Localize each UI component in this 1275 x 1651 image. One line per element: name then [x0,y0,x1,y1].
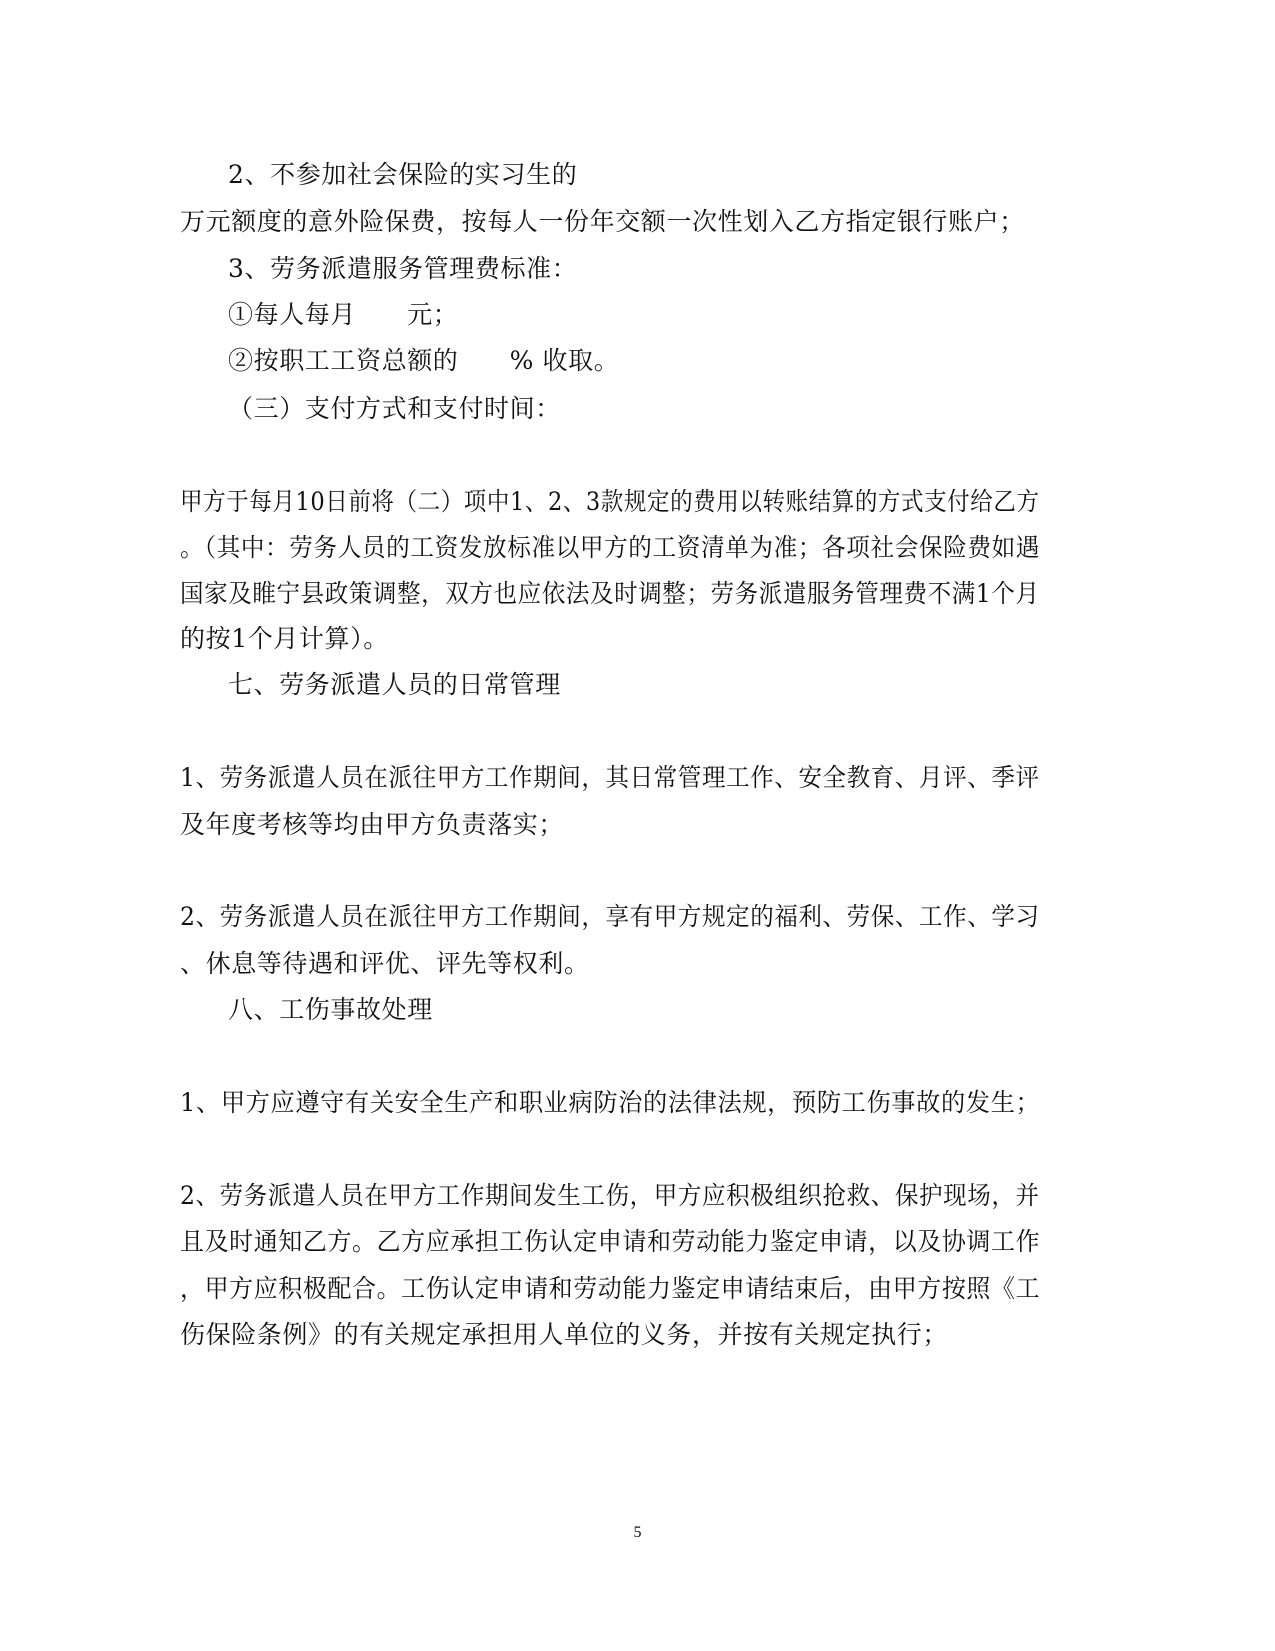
text-line: 及年度考核等均由甲方负责落实； [180,810,565,839]
page-number: 5 [633,1524,642,1541]
text-line: 甲方于每月10日前将（二）项中1、2、3款规定的费用以转账结算的方式支付给乙方 [180,487,1040,516]
text-line: 且及时通知乙方。乙方应承担工伤认定申请和劳动能力鉴定申请，以及协调工作 [180,1227,1041,1256]
section-heading: 七、劳务派遣人员的日常管理 [228,670,561,699]
section-heading: （三）支付方式和支付时间： [228,394,561,423]
text-line: 1、劳务派遣人员在派往甲方工作期间，其日常管理工作、安全教育、月评、季评 [180,763,1040,792]
text-line: ，甲方应积极配合。工伤认定申请和劳动能力鉴定申请结束后，由甲方按照《工 [180,1274,1041,1303]
text-line: 3、劳务派遣服务管理费标准： [228,254,578,283]
text-line: 2、劳务派遣人员在派往甲方工作期间，享有甲方规定的福利、劳保、工作、学习 [180,902,1040,931]
text-line: 国家及睢宁县政策调整，双方也应依法及时调整；劳务派遣服务管理费不满1个月 [180,579,1040,608]
text-line: 。（其中：劳务人员的工资发放标准以甲方的工资清单为准；各项社会保险费如遇 [180,533,1041,562]
text-line: 万元额度的意外险保费，按每人一份年交额一次性划入乙方指定银行账户； [180,207,1025,236]
text-line: 伤保险条例》的有关规定承担用人单位的义务，并按有关规定执行； [180,1320,949,1349]
text-line: 1、甲方应遵守有关安全生产和职业病防治的法律法规，预防工伤事故的发生； [180,1088,1041,1117]
text-line: ①每人每月 元； [228,300,459,329]
text-line: 2、劳务派遣人员在甲方工作期间发生工伤，甲方应积极组织抢救、保护现场，并 [180,1181,1040,1210]
section-heading: 八、工伤事故处理 [228,995,433,1024]
text-line: 、休息等待遇和评优、评先等权利。 [180,949,590,978]
text-line: ②按职工工资总额的 % 收取。 [228,346,620,375]
text-line: 2、不参加社会保险的实习生的 [228,160,578,189]
text-line: 的按1个月计算）。 [180,624,389,653]
